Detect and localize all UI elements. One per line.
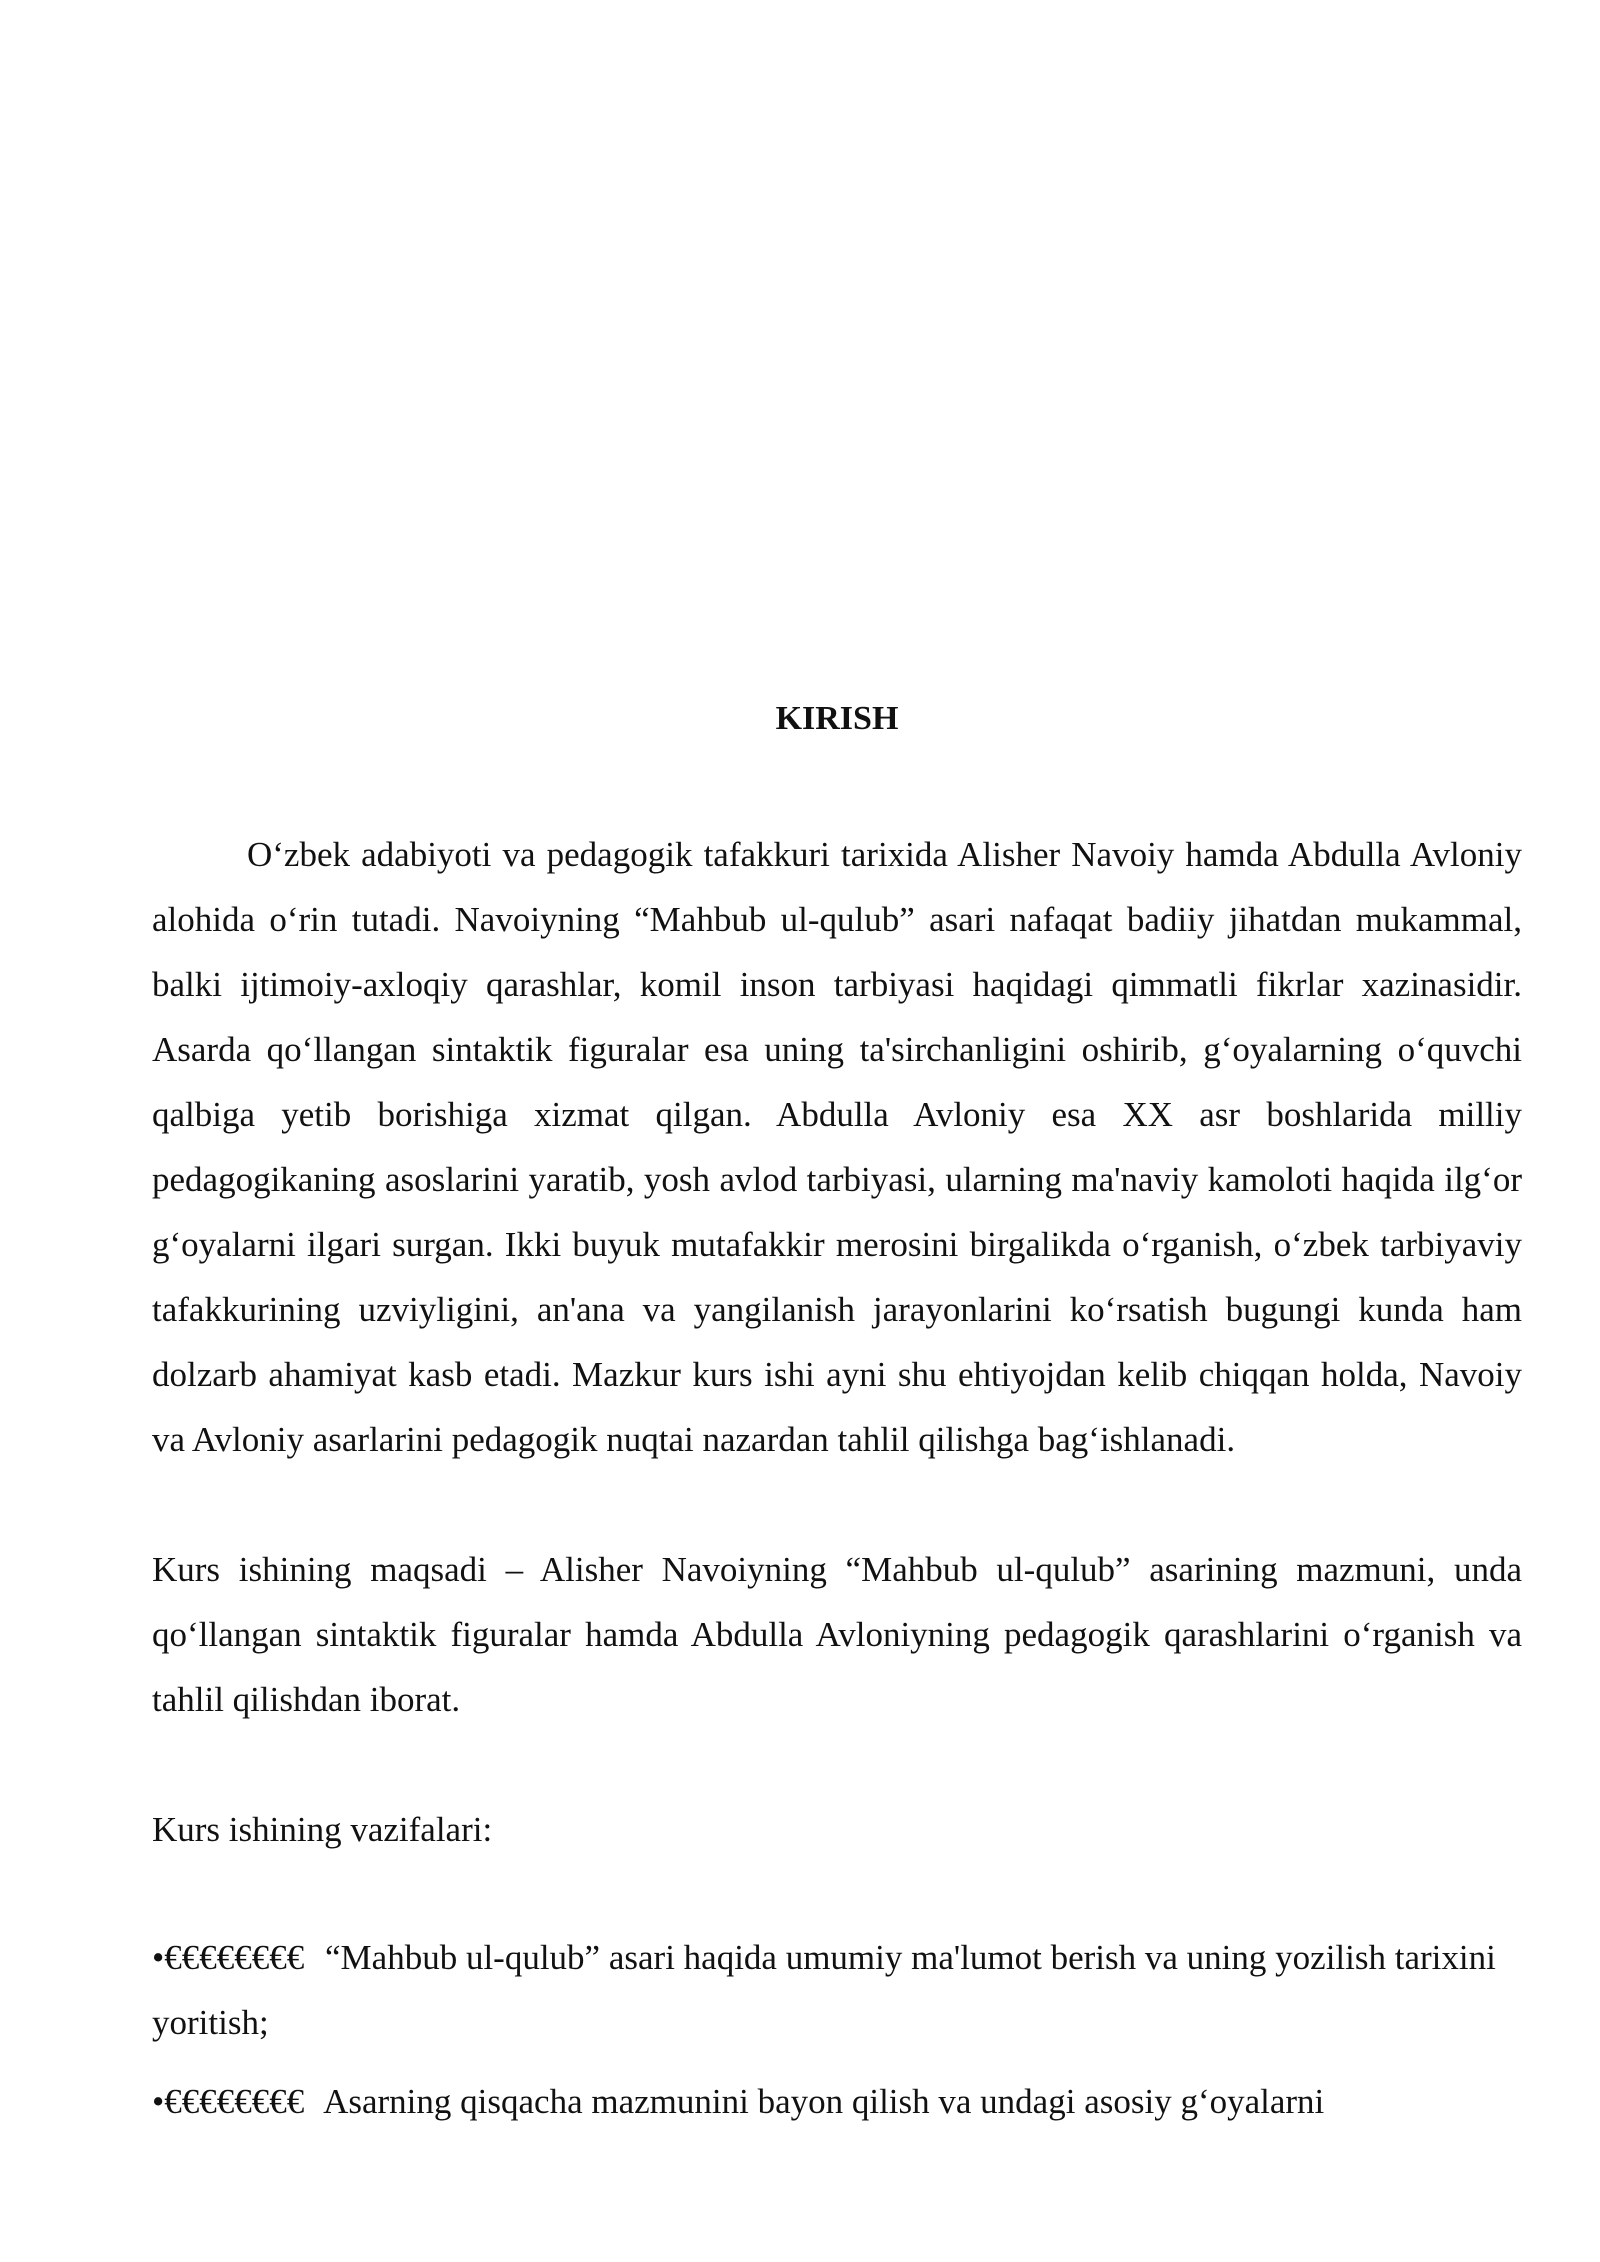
bullet-marks: €€€€€€€€ [164, 1938, 305, 1977]
bullet-icon: • [152, 2082, 165, 2121]
paragraph-spacer [152, 1862, 1522, 1925]
intro-paragraph: O‘zbek adabiyoti va pedagogik tafakkuri tarixida Alisher Navoiy hamda Abdulla Avloniy alohida o‘rin tutadi. Navoiyning “Mahbub ul-qulub” asari nafaqat badiiy jihatdan mukammal, balki ijtimoiy-axloqiy qarashlar, komil inson tarbiyasi haqidagi qimmatli fikrlar xazinasidir. Asarda qo‘llangan sintaktik figuralar esa uning ta'sirchanligini oshirib, g‘oyalarning o‘quvchi qalbiga yetib borishiga xizmat qilgan. Abdulla Avloniy esa XX asr boshlarida milliy pedagogikaning asoslarini yaratib, yosh avlod tarbiyasi, ularning ma'naviy kamoloti haqida ilg‘or g‘oyalarni ilgari surgan. Ikki buyuk mutafakkir merosini birgalikda o‘rganish, o‘zbek tarbiyaviy tafakkurining uzviyligini, an'ana va yangilanish jarayonlarini ko‘rsatish bugungi kunda ham dolzarb ahamiyat kasb etadi. Mazkur kurs ishi ayni shu ehtiyojdan kelib chiqqan holda, Navoiy va Avloniy asarlarini pedagogik nuqtai nazardan tahlil qilishga bag‘ishlanadi. [152, 835, 1522, 1459]
tasks-heading: Kurs ishining vazifalari: [152, 1810, 493, 1849]
bullet-marks: €€€€€€€€ [164, 2082, 305, 2121]
aim-paragraph: Kurs ishining maqsadi – Alisher Navoiyning “Mahbub ul-qulub” asarining mazmuni, unda qo‘llangan sintaktik figuralar hamda Abdulla Avloniyning pedagogik qarashlarini o‘rganish va tahlil qilishdan iborat. [152, 1550, 1522, 1719]
list-item [152, 2069, 1522, 2134]
list-item-text: Asarning qisqacha mazmunini bayon qilish va undagi asosiy g‘oyalarni [323, 2082, 1325, 2121]
paragraph-spacer [152, 1732, 1522, 1797]
list-item-text: “Mahbub ul-qulub” asari haqida umumiy ma'lumot berish va uning yozilish tarixini yoritish; [152, 1938, 1496, 2042]
paragraph-spacer [152, 1472, 1522, 1537]
bullet-icon: • [152, 1938, 165, 1977]
list-item [152, 1925, 1522, 2055]
section-title: KIRISH [775, 700, 899, 737]
page-content [152, 695, 1522, 2148]
